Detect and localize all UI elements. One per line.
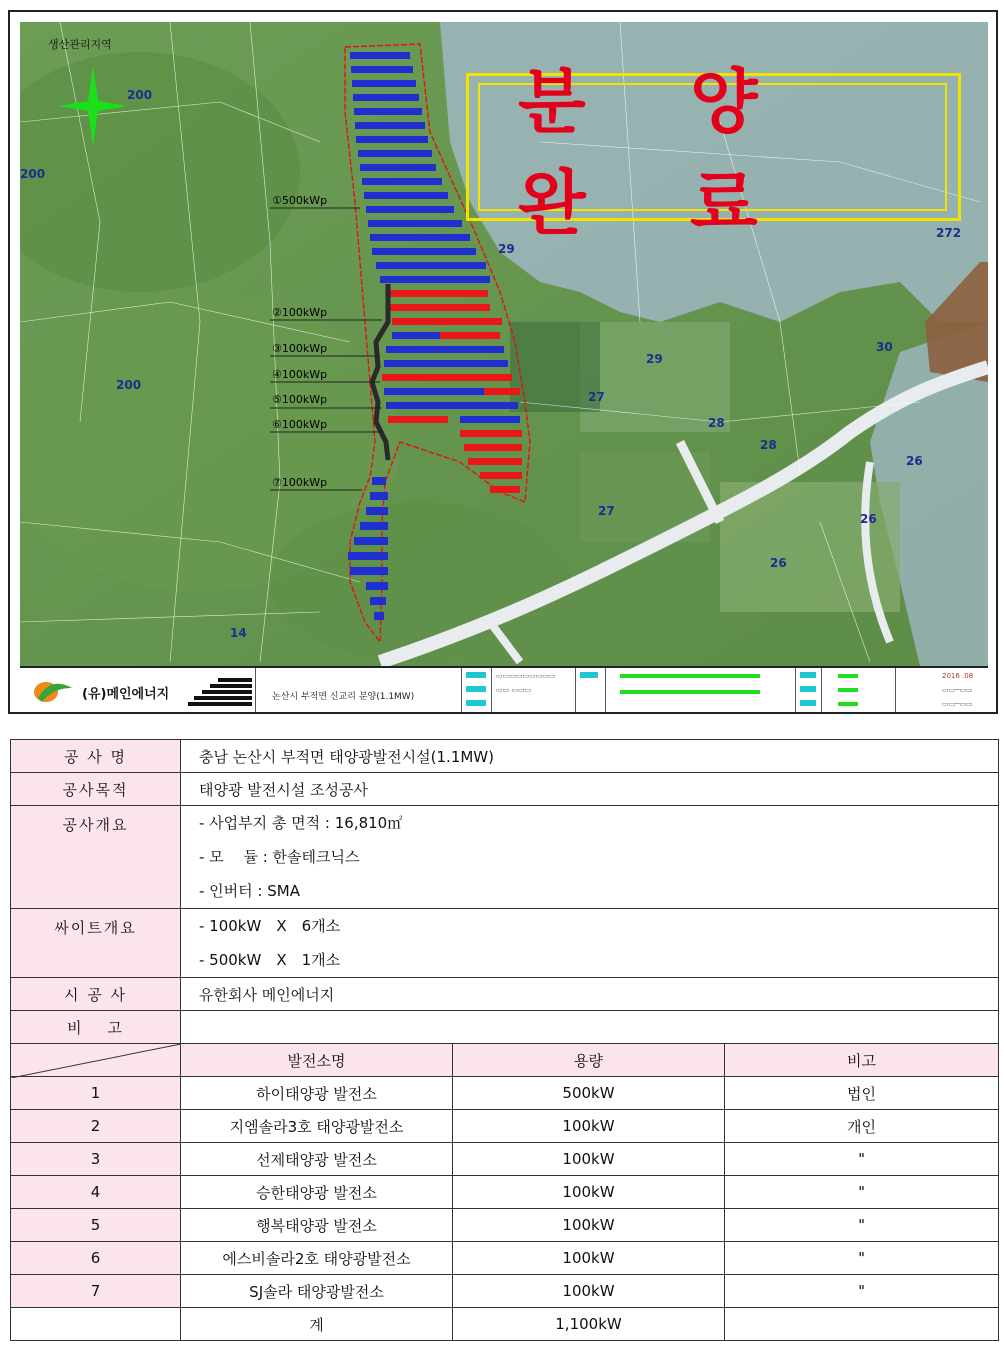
title-block-logo-cell [20,668,256,712]
tiny-text-mark: ▭▭─▭▭ [942,700,973,708]
green-bar [838,674,858,678]
parcel-number: 30 [876,340,893,354]
title-block-project-cell [256,668,462,712]
total-empty-cell [11,1308,181,1341]
cyan-bar [800,700,816,706]
cyan-bar [800,686,816,692]
site-map-frame [8,10,998,714]
plants-header-row [11,1044,999,1077]
overview-line: - 모 듈 : 한솔테크닉스 [199,848,360,866]
plant-name: 승한태양광 발전소 [181,1176,453,1209]
parcel-number: 14 [230,626,247,640]
plant-capacity: 100kW [453,1242,725,1275]
title-block-cell [576,668,606,712]
title-block-cell [822,668,896,712]
plant-note: 개인 [725,1110,999,1143]
info-row-purpose [11,773,999,806]
plant-capacity: 100kW [453,1209,725,1242]
row-label: 비 고 [11,1011,181,1044]
green-bar [838,688,858,692]
green-bar [838,702,858,706]
plant-note: " [725,1242,999,1275]
plant-name: SJ솔라 태양광발전소 [181,1275,453,1308]
plant-capacity: 100kW [453,1176,725,1209]
title-block-cell [796,668,822,712]
plant-row [11,1110,999,1143]
plant-note: " [725,1209,999,1242]
plant-row [11,1209,999,1242]
parcel-number: 29 [646,352,663,366]
row-value [181,1011,999,1044]
plant-no: 3 [11,1143,181,1176]
parcel-number: 200 [127,88,153,102]
header-note: 비고 [725,1044,999,1077]
overview-line: - 사업부지 총 면적 : 16,810㎡ [199,814,403,832]
parcel-number: 272 [936,226,962,240]
title-block-cell [606,668,796,712]
drawing-title-block [20,666,988,712]
cyan-bar [466,686,486,692]
sold-out-stamp: 분 양 완 료 [518,61,798,244]
plant-name: 에스비솔라2호 태양광발전소 [181,1242,453,1275]
site-label-3: ③100kWp [272,342,328,355]
row-label: 싸이트개요 [11,909,181,978]
parcel-number: 28 [760,438,777,452]
total-label: 계 [181,1308,453,1341]
row-label: 공 사 명 [11,740,181,773]
cyan-bar [466,700,486,706]
header-plant-name: 발전소명 [181,1044,453,1077]
plant-no: 1 [11,1077,181,1110]
plant-row [11,1242,999,1275]
cyan-bar [580,672,598,678]
parcel-number: 26 [906,454,923,468]
green-bar [620,674,760,678]
drawing-date: 2016 .08 [942,672,974,680]
parcel-number: 200 [20,167,46,181]
title-block-cell [896,668,988,712]
title-block-cell [462,668,492,712]
site-line: - 500kW X 1개소 [199,951,341,969]
green-bar [620,690,760,694]
plant-row [11,1077,999,1110]
cyan-bar [800,672,816,678]
parcel-number: 200 [116,378,142,392]
info-row-remarks [11,1011,999,1044]
parcel-number: 26 [860,512,877,526]
project-info-table [10,739,999,1341]
row-value: 유한회사 메인에너지 [181,978,999,1011]
stair-logo-icon [188,678,252,706]
info-row-site-overview [11,909,999,978]
plant-row [11,1176,999,1209]
site-label-1: ①500kWp [272,194,328,207]
total-capacity: 1,100kW [453,1308,725,1341]
plant-capacity: 500kW [453,1077,725,1110]
header-capacity: 용량 [453,1044,725,1077]
total-note-cell [725,1308,999,1341]
site-label-2: ②100kWp [272,306,328,319]
plant-note: " [725,1275,999,1308]
company-name: (유)메인에너지 [82,687,170,702]
north-arrow-icon [58,66,128,146]
plant-note: 법인 [725,1077,999,1110]
plant-capacity: 100kW [453,1275,725,1308]
row-label: 공사개요 [11,806,181,909]
plant-row [11,1143,999,1176]
plant-name: 하이태양광 발전소 [181,1077,453,1110]
plant-name: 행복태양광 발전소 [181,1209,453,1242]
row-label: 시 공 사 [11,978,181,1011]
info-row-overview [11,806,999,909]
plant-no: 5 [11,1209,181,1242]
row-label: 공사목적 [11,773,181,806]
plant-no: 6 [11,1242,181,1275]
title-block-cell [492,668,576,712]
row-value-block [181,909,999,978]
parcel-number: 26 [770,556,787,570]
row-value: 태양광 발전시설 조성공사 [181,773,999,806]
plant-name: 선제태양광 발전소 [181,1143,453,1176]
plant-row [11,1275,999,1308]
info-row-project-name [11,740,999,773]
parcel-number: 29 [498,242,515,256]
company-logo-icon [32,678,76,704]
plant-total-row [11,1308,999,1341]
plant-capacity: 100kW [453,1143,725,1176]
site-label-5: ⑤100kWp [272,393,328,406]
plant-note: " [725,1176,999,1209]
plant-no: 7 [11,1275,181,1308]
row-value-block [181,806,999,909]
diagonal-header-cell [11,1044,181,1077]
parcel-number: 28 [708,416,725,430]
tiny-text-mark: ▭▭ ▭▭▭ [496,686,532,694]
parcel-number: 27 [588,390,605,404]
site-label-6: ⑥100kWp [272,418,328,431]
row-value: 충남 논산시 부적면 태양광발전시설(1.1MW) [181,740,999,773]
overview-line: - 인버터 : SMA [199,882,300,900]
plant-note: " [725,1143,999,1176]
info-row-contractor [11,978,999,1011]
site-line: - 100kW X 6개소 [199,917,341,935]
cyan-bar [466,672,486,678]
aerial-map [20,22,988,666]
plant-capacity: 100kW [453,1110,725,1143]
site-label-4: ④100kWp [272,368,328,381]
site-label-7: ⑦100kWp [272,476,328,489]
tiny-text-mark: ▭▭▭▭▭▭▭▭▭ [496,672,556,680]
project-name: 논산시 부적면 신교리 분양(1.1MW) [272,692,415,702]
parcel-number: 27 [598,504,615,518]
zone-label: 생산관리지역 [48,38,112,51]
diagonal-line [11,1044,181,1078]
plant-no: 2 [11,1110,181,1143]
plant-name: 지엠솔라3호 태양광발전소 [181,1110,453,1143]
plant-no: 4 [11,1176,181,1209]
tiny-text-mark: ▭▭─▭▭ [942,686,973,694]
